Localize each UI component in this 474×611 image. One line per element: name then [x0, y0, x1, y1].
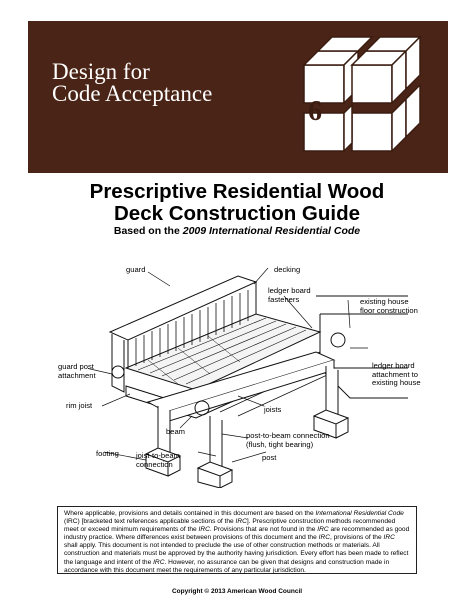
disclaimer-text: shall apply. This document is not intended to preclude the use of other construction methods or materials. All construction and materials must be approved by the authority having jurisdiction. Every effort has been made to reflect the language and intent of the [64, 542, 409, 566]
disclaimer-text: , provisions of the [329, 534, 384, 542]
disclaimer-code: IRC [153, 558, 165, 566]
label-house-floor-line1: existing house [360, 297, 409, 306]
disclaimer-code: IRC [383, 534, 395, 542]
subtitle-prefix: Based on the [113, 225, 183, 237]
label-ledger-attachment [372, 362, 421, 388]
disclaimer-code: IRC [317, 526, 329, 534]
label-post-beam-line2: (flush, tight bearing) [246, 439, 314, 449]
copyright-notice: Copyright © 2013 American Wood Council [171, 588, 303, 595]
label-footing: footing [96, 449, 119, 458]
label-house-floor-line2: floor construction [360, 305, 418, 315]
label-rim-joist: rim joist [66, 401, 93, 410]
document-title [0, 181, 474, 225]
label-post-beam-connection [246, 432, 330, 449]
label-joist-beam-connection [136, 452, 180, 469]
series-title [52, 61, 212, 105]
label-ledger-attachment-line3: existing house [372, 378, 421, 388]
document-title-line1: Prescriptive Residential Wood [89, 180, 385, 203]
label-post-beam-line1: post-to-beam connection [246, 431, 330, 440]
series-number: 6 [308, 96, 322, 127]
label-beam: beam [166, 427, 185, 436]
disclaimer-code: International Residential Code [315, 510, 404, 517]
label-ledger-fasteners-line1: ledger board [268, 286, 311, 295]
label-guard: guard [126, 265, 146, 274]
label-ledger-fasteners-line2: fasteners [268, 294, 300, 304]
label-joist-beam-line2: connection [136, 459, 173, 469]
disclaimer-text: (IRC) [bracketed text references applicable sections of the [64, 518, 236, 526]
disclaimer-box [57, 506, 417, 574]
label-ledger-fasteners [268, 287, 311, 304]
disclaimer-code: IRC [198, 526, 210, 534]
series-title-line2: Code Acceptance [52, 81, 213, 106]
label-joist-beam-line1: joist-to-beam [136, 451, 180, 460]
label-ledger-attachment-line1: ledger board [372, 361, 415, 370]
document-title-line2: Deck Construction Guide [113, 202, 361, 225]
subtitle-code-name: 2009 International Residential Code [182, 225, 361, 237]
label-house-floor [360, 298, 418, 315]
series-title-line1: Design for [52, 59, 150, 84]
label-guard-post-line2: attachment [58, 370, 96, 380]
label-joists: joists [264, 405, 282, 414]
label-guard-post-line1: guard post [58, 362, 94, 371]
label-ledger-attachment-line2: attachment to [372, 369, 419, 379]
disclaimer-text: . Provisions that are not found in the [209, 526, 318, 534]
label-decking: decking [274, 265, 301, 274]
disclaimer-text: . However, no assurance can be given that designs and construction made in accordance with this document meet the requirements of any particular jurisdiction. [64, 558, 390, 574]
disclaimer-text: Where applicable, provisions and details contained in this document are based on the [64, 510, 316, 517]
disclaimer-code: IRC [318, 534, 330, 542]
disclaimer-text: are recommended as good industry practice. Where differences exist between provisions of this document and the [64, 526, 410, 542]
disclaimer-text: ]. Prescriptive construction methods recommended meet or exceed minimum requirements of the [64, 518, 396, 534]
cover-banner [28, 21, 448, 173]
label-post: post [262, 453, 277, 462]
label-guard-post [58, 363, 96, 380]
disclaimer-code: IRC [235, 518, 247, 526]
document-subtitle [0, 225, 474, 237]
